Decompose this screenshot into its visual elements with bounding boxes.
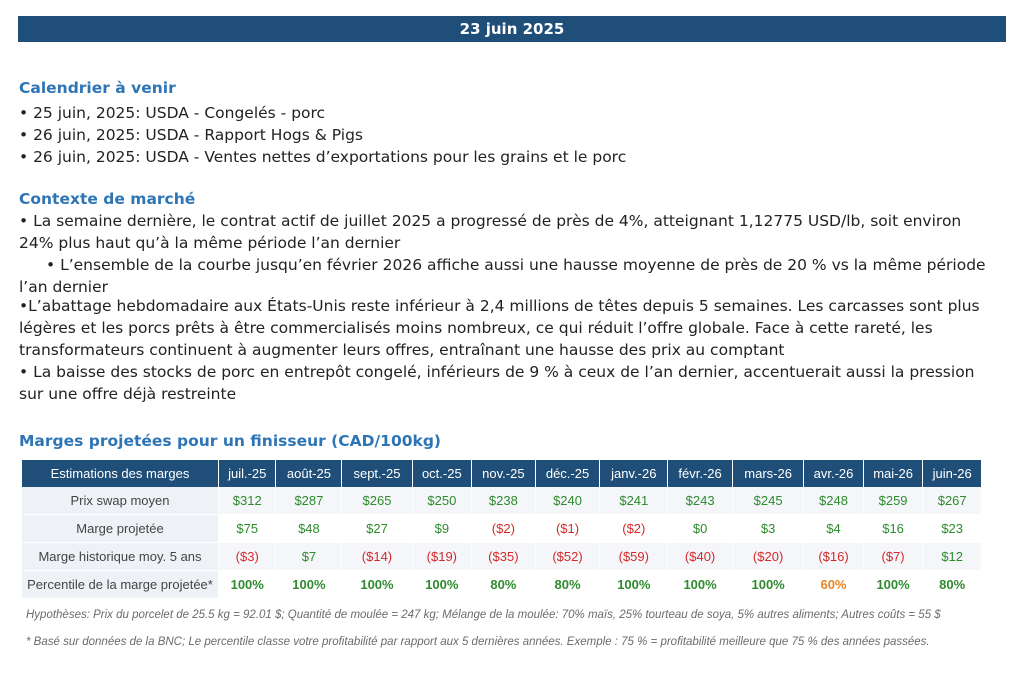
table-cell: ($40): [668, 543, 733, 571]
table-cell: $250: [412, 487, 472, 515]
month-header: avr.-26: [804, 460, 864, 487]
calendar-item: • 26 juin, 2025: USDA - Rapport Hogs & Pigs: [19, 126, 364, 144]
table-cell: ($1): [535, 515, 600, 543]
context-line: •L’abattage hebdomadaire aux États-Unis reste inférieur à 2,4 millions de têtes depuis 5 semaines. Les carcasses sont plus: [19, 297, 980, 315]
table-cell: $245: [733, 487, 804, 515]
margins-header-row: [22, 460, 982, 487]
table-cell: $312: [219, 487, 276, 515]
table-cell: 100%: [863, 571, 923, 599]
table-cell: $48: [276, 515, 342, 543]
table-row: [22, 571, 982, 599]
table-cell: $0: [668, 515, 733, 543]
month-header: févr.-26: [668, 460, 733, 487]
table-cell: ($16): [804, 543, 864, 571]
table-cell: $16: [863, 515, 923, 543]
table-cell: 80%: [535, 571, 600, 599]
banner-date: 23 juin 2025: [459, 20, 565, 38]
context-title: Contexte de marché: [19, 190, 196, 208]
context-line: 24% plus haut qu’à la même période l’an dernier: [19, 234, 401, 252]
table-cell: 80%: [923, 571, 982, 599]
month-header: août-25: [276, 460, 342, 487]
table-cell: ($35): [472, 543, 535, 571]
table-cell: 100%: [668, 571, 733, 599]
month-header: juin-26: [923, 460, 982, 487]
month-header: janv.-26: [600, 460, 668, 487]
table-cell: $3: [733, 515, 804, 543]
context-line: transformateurs continuent à augmenter leurs offres, entraînant une hausse des prix au comptant: [19, 341, 785, 359]
table-cell: $9: [412, 515, 472, 543]
month-header: sept.-25: [342, 460, 412, 487]
table-cell: ($52): [535, 543, 600, 571]
context-line: • La semaine dernière, le contrat actif de juillet 2025 a progressé de près de 4%, atteignant 1,12775 USD/lb, soit environ: [19, 212, 962, 230]
calendar-item: • 26 juin, 2025: USDA - Ventes nettes d’exportations pour les grains et le porc: [19, 148, 627, 166]
table-cell: $27: [342, 515, 412, 543]
table-cell: 100%: [276, 571, 342, 599]
table-cell: $259: [863, 487, 923, 515]
hypotheses-note: Hypothèses: Prix du porcelet de 25.5 kg = 92.01 $; Quantité de moulée = 247 kg; Mélange de la moulée: 70% maïs, 25% tourteau de soya, 5% autres aliments; Autres coûts = 55 $: [26, 609, 941, 621]
table-cell: 60%: [804, 571, 864, 599]
context-line: • L’ensemble de la courbe jusqu’en février 2026 affiche aussi une hausse moyenne de près de 20 % vs la même période: [46, 256, 986, 274]
table-row: [22, 543, 982, 571]
month-header: déc.-25: [535, 460, 600, 487]
margins-table: [22, 460, 982, 599]
table-cell: 100%: [733, 571, 804, 599]
table-cell: $12: [923, 543, 982, 571]
row-label: Marge projetée: [22, 515, 219, 543]
table-cell: ($19): [412, 543, 472, 571]
table-cell: $238: [472, 487, 535, 515]
table-cell: 100%: [600, 571, 668, 599]
table-cell: $4: [804, 515, 864, 543]
table-cell: $248: [804, 487, 864, 515]
table-cell: $23: [923, 515, 982, 543]
context-line: • La baisse des stocks de porc en entrepôt congelé, inférieurs de 9 % à ceux de l’an dernier, accentuerait aussi la pression: [19, 363, 975, 381]
month-header: nov.-25: [472, 460, 535, 487]
context-line: l’an dernier: [19, 278, 108, 296]
table-row: [22, 487, 982, 515]
table-cell: $267: [923, 487, 982, 515]
month-header: oct.-25: [412, 460, 472, 487]
table-cell: 100%: [219, 571, 276, 599]
table-cell: ($14): [342, 543, 412, 571]
table-cell: ($7): [863, 543, 923, 571]
table-cell: $75: [219, 515, 276, 543]
table-cell: $287: [276, 487, 342, 515]
table-cell: ($59): [600, 543, 668, 571]
table-cell: $243: [668, 487, 733, 515]
footnote: * Basé sur données de la BNC; Le percentile classe votre profitabilité par rapport aux 5 dernières années. Exemple : 75 % = profitabilité meilleure que 75 % des années passées.: [26, 636, 930, 648]
row-label: Marge historique moy. 5 ans: [22, 543, 219, 571]
table-cell: 100%: [412, 571, 472, 599]
table-cell: ($2): [600, 515, 668, 543]
table-cell: 100%: [342, 571, 412, 599]
margins-header-label: Estimations des marges: [22, 460, 219, 487]
table-cell: 80%: [472, 571, 535, 599]
table-cell: ($2): [472, 515, 535, 543]
table-cell: $265: [342, 487, 412, 515]
row-label: Prix swap moyen: [22, 487, 219, 515]
calendar-title: Calendrier à venir: [19, 79, 176, 97]
context-line: légères et les porcs prêts à être commercialisés moins nombreux, ce qui réduit l’offre globale. Face à cette rareté, les: [19, 319, 933, 337]
row-label: Percentile de la marge projetée*: [22, 571, 219, 599]
month-header: juil.-25: [219, 460, 276, 487]
table-cell: ($20): [733, 543, 804, 571]
date-banner: [18, 16, 1006, 42]
calendar-item: • 25 juin, 2025: USDA - Congelés - porc: [19, 104, 326, 122]
margins-title: Marges projetées pour un finisseur (CAD/100kg): [19, 432, 442, 450]
table-cell: ($3): [219, 543, 276, 571]
table-cell: $7: [276, 543, 342, 571]
month-header: mai-26: [863, 460, 923, 487]
month-header: mars-26: [733, 460, 804, 487]
table-cell: $240: [535, 487, 600, 515]
table-cell: $241: [600, 487, 668, 515]
context-line: sur une offre déjà restreinte: [19, 385, 237, 403]
table-row: [22, 515, 982, 543]
